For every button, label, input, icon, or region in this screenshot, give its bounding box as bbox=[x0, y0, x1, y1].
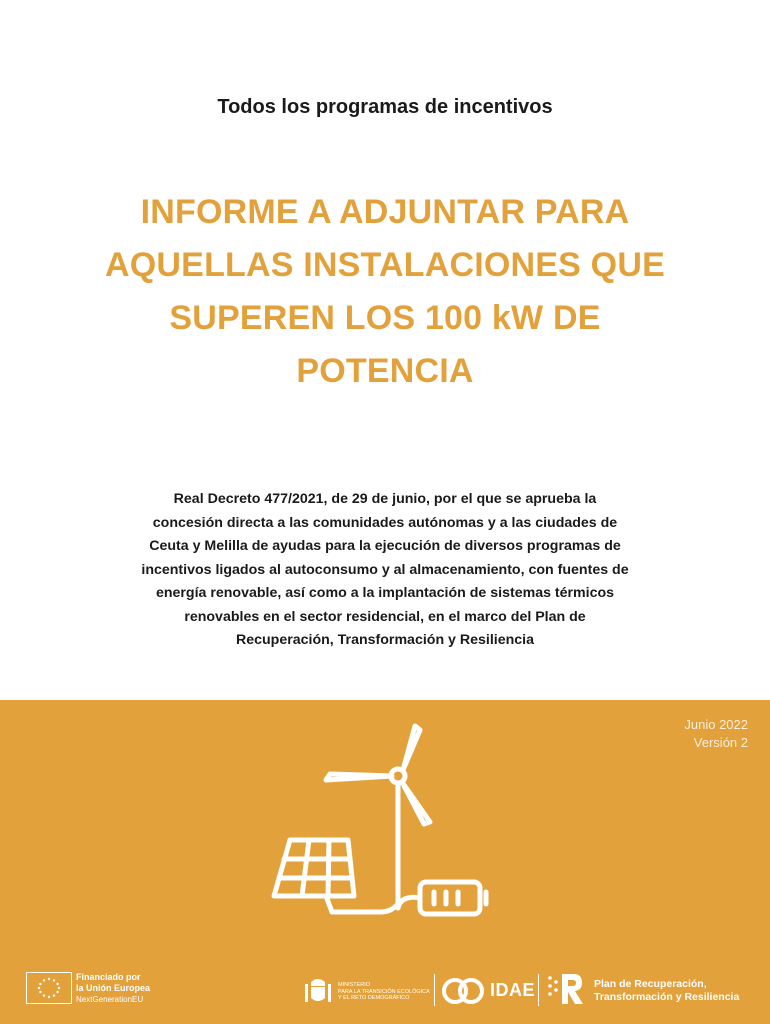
prtr-logo-icon bbox=[546, 972, 586, 1006]
plan-label bbox=[594, 978, 739, 1004]
title-line: AQUELLAS INSTALACIONES QUE bbox=[105, 246, 665, 284]
eu-line: la Unión Europea bbox=[76, 983, 151, 993]
decree-line: renovables en el sector residencial, en el marco del Plan de bbox=[184, 608, 586, 625]
renewable-energy-illustration bbox=[260, 718, 500, 928]
ministry-line: PARA LA TRANSICIÓN ECOLÓGICA bbox=[338, 988, 430, 995]
decree-description bbox=[80, 488, 690, 653]
idae-logo-icon bbox=[440, 974, 486, 1008]
eu-flag-icon bbox=[26, 972, 72, 1004]
document-title bbox=[40, 186, 730, 398]
plan-line: Transformación y Resiliencia bbox=[594, 991, 740, 1003]
battery-icon bbox=[420, 882, 486, 914]
spain-crest-icon bbox=[302, 974, 334, 1008]
funding-logos bbox=[0, 960, 770, 1020]
decree-line: energía renovable, así como a la implantación de sistemas térmicos bbox=[155, 585, 615, 601]
decree-line: Recuperación, Transformación y Resiliencia bbox=[235, 632, 535, 648]
decree-line: Ceuta y Melilla de ayudas para la ejecución de diversos programas de bbox=[149, 538, 621, 554]
title-line: INFORME A ADJUNTAR PARA bbox=[140, 193, 630, 231]
date-label: Junio 2022 bbox=[684, 717, 748, 732]
eu-funding-label bbox=[76, 972, 150, 1005]
solar-panel-icon bbox=[274, 840, 398, 912]
version-info bbox=[684, 716, 748, 752]
decree-line: Real Decreto 477/2021, de 29 de junio, por el que se aprueba la bbox=[173, 491, 597, 507]
title-line: POTENCIA bbox=[296, 352, 474, 390]
eu-line: Financiado por bbox=[76, 972, 141, 982]
plan-line: Plan de Recuperación, bbox=[594, 978, 707, 990]
ministry-name bbox=[338, 982, 430, 1002]
ministry-line: MINISTERIO bbox=[338, 982, 371, 988]
decree-line: concesión directa a las comunidades autónomas y a las ciudades de bbox=[152, 514, 618, 531]
ministry-line: Y EL RETO DEMOGRÁFICO bbox=[338, 995, 410, 1001]
version-label: Versión 2 bbox=[693, 735, 748, 750]
title-line: SUPEREN LOS 100 kW DE bbox=[169, 299, 601, 337]
wind-turbine-icon bbox=[326, 726, 430, 908]
logo-divider bbox=[538, 974, 539, 1006]
logo-divider bbox=[434, 974, 435, 1006]
idae-label: IDAE bbox=[490, 980, 536, 1000]
program-subtitle: Todos los programas de incentivos bbox=[217, 96, 553, 118]
eu-line: NextGenerationEU bbox=[76, 995, 144, 1004]
decree-line: incentivos ligados al autoconsumo y al almacenamiento, con fuentes de bbox=[141, 561, 629, 578]
